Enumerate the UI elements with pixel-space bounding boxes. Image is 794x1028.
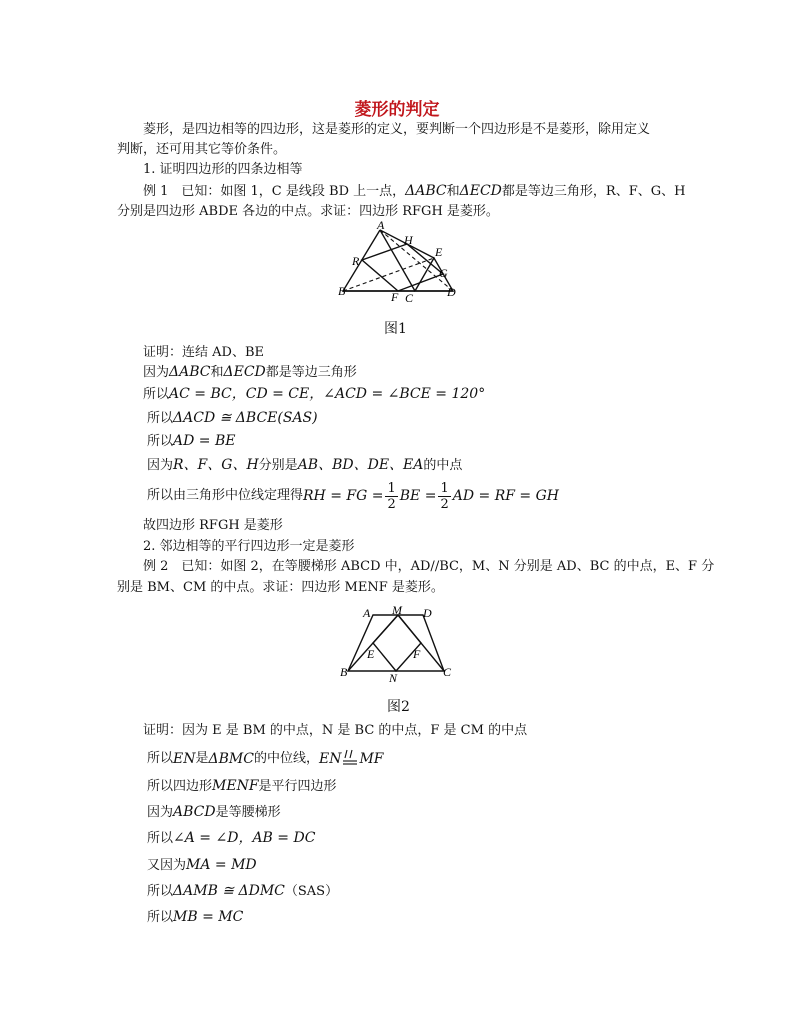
proof-2-en: EN [173, 751, 196, 767]
proof-1-points: R、F、G、H [173, 457, 259, 473]
proof-1-because-6: 因为 [147, 458, 174, 473]
proof-2-parallelogram: 是平行四边形 [258, 779, 337, 794]
proof-2-so-2: 所以 [147, 751, 174, 766]
fig1-label-f: F [391, 290, 399, 304]
fig2-label-d: D [423, 606, 432, 620]
proof-1-equalities: AC = BC，CD = CE，∠ACD = ∠BCE = 120° [169, 386, 486, 402]
proof-2-so-8: 所以 [147, 910, 174, 925]
fraction-one-half-2 [438, 481, 450, 512]
fig2-label-m: M [392, 603, 402, 617]
rhombus-menf [373, 615, 421, 671]
page-title: 菱形的判定 [354, 100, 440, 120]
proof-1-line-4 [147, 408, 318, 429]
fig2-label-c: C [443, 665, 452, 679]
example-1-text-a: 例 1 已知：如图 1，C 是线段 BD 上一点， [143, 184, 406, 199]
fig2-label-n: N [389, 671, 398, 683]
figure-1-caption: 图1 [384, 321, 407, 337]
proof-1-midline-theorem: 所以由三角形中位线定理得 [147, 488, 304, 503]
proof-1-midpoints: 的中点 [423, 458, 463, 473]
proof-1-line-1: 证明：连结 AD、BE [143, 345, 264, 360]
proof-1-equilateral: 都是等边三角形 [265, 365, 357, 380]
proof-1-line-7 [147, 478, 559, 514]
parallel-equal-symbol [342, 747, 358, 769]
proof-2-line-4 [147, 802, 281, 823]
proof-2-because-4: 因为 [147, 805, 174, 820]
proof-1-line-5 [147, 431, 236, 452]
proof-1-so-3: 所以 [143, 387, 170, 402]
proof-2-is: 是 [195, 751, 209, 766]
proof-1-and: 和 [210, 365, 224, 380]
example-2-line-1: 例 2 已知：如图 2，在等腰梯形 ABCD 中，AD//BC，M、N 分别是 AD、BC 的中点，E、F 分 [143, 559, 715, 574]
fig1-label-a: A [377, 220, 385, 232]
proof-1-sides: AB、BD、DE、EA [297, 457, 424, 473]
proof-1-tri-ecd: ΔECD [223, 364, 266, 380]
proof-2-menf: MENF [212, 778, 259, 794]
fig1-label-h: H [404, 233, 413, 247]
triangle-abc: ΔABC [405, 183, 447, 199]
example-1-text-b: 都是等边三角形，R、F、G、H [501, 184, 686, 199]
fig1-label-r: R [352, 254, 360, 268]
example-2-line-2: 别是 BM、CM 的中点。求证：四边形 MENF 是菱形。 [117, 580, 444, 595]
proof-2-congruence: ΔAMB ≅ ΔDMC [173, 883, 285, 899]
fig1-label-e: E [435, 245, 443, 259]
proof-2-angles: ∠A = ∠D，AB = DC [173, 830, 316, 846]
proof-2-mf: MF [359, 751, 384, 767]
figure-2-caption: 图2 [387, 699, 410, 715]
proof-2-line-7 [147, 881, 338, 902]
proof-2-line-5 [147, 828, 315, 849]
proof-1-line-3 [143, 384, 485, 405]
fig1-label-g: G [439, 266, 448, 280]
proof-2-so-quad: 所以四边形 [147, 779, 213, 794]
proof-2-so-5: 所以 [147, 831, 174, 846]
proof-1-congruence: ΔACD ≅ ΔBCE(SAS) [173, 410, 318, 426]
proof-1-rh-fg: RH = FG = [303, 488, 384, 504]
proof-2-also-because: 又因为 [147, 858, 187, 873]
section-2-heading: 2. 邻边相等的平行四边形一定是菱形 [143, 539, 355, 554]
example-1-line-1 [143, 181, 685, 202]
fraction-numerator: 1 [387, 480, 396, 496]
proof-2-en-2: EN [318, 751, 342, 767]
fig1-label-b: B [338, 284, 346, 298]
proof-1-so-5: 所以 [147, 434, 174, 449]
proof-2-isosceles-trapezoid: 是等腰梯形 [215, 805, 281, 820]
fig2-label-b: B [340, 665, 348, 679]
fraction-one-half-1 [385, 481, 397, 512]
fraction-denominator: 2 [440, 496, 449, 512]
proof-2-abcd: ABCD [173, 804, 216, 820]
proof-1-line-6 [147, 455, 462, 476]
proof-2-sas: （SAS） [284, 884, 339, 899]
proof-2-line-3 [147, 776, 337, 797]
proof-1-line-2 [143, 362, 357, 383]
proof-2-line-2 [147, 747, 384, 769]
triangle-ecd: ΔECD [459, 183, 502, 199]
trapezoid-abcd [348, 615, 444, 671]
proof-1-conclusion: 故四边形 RFGH 是菱形 [143, 518, 283, 533]
fig2-label-e: E [367, 647, 375, 661]
proof-1-tri-abc: ΔABC [169, 364, 211, 380]
fig1-label-d: D [447, 285, 456, 299]
proof-2-so-7: 所以 [147, 884, 174, 899]
figure-1-diagram [335, 220, 465, 305]
proof-1-respectively: 分别是 [258, 458, 298, 473]
proof-2-midline: 的中位线， [253, 751, 319, 766]
proof-1-be: BE = [399, 488, 437, 504]
fraction-numerator: 1 [440, 480, 449, 496]
fraction-denominator: 2 [387, 496, 396, 512]
fig2-label-f: F [413, 647, 421, 661]
proof-2-ma-md: MA = MD [186, 857, 257, 873]
proof-1-because: 因为 [143, 365, 170, 380]
fig2-label-a: A [363, 606, 371, 620]
example-1-and: 和 [446, 184, 460, 199]
proof-2-line-6 [147, 855, 257, 876]
figure-2-diagram [338, 603, 458, 683]
proof-2-line-8 [147, 907, 243, 928]
intro-line-2: 判断，还可用其它等价条件。 [117, 142, 287, 157]
proof-2-mb-mc: MB = MC [173, 909, 244, 925]
intro-line-1: 菱形，是四边相等的四边形，这是菱形的定义，要判断一个四边形是不是菱形，除用定义 [143, 122, 651, 137]
proof-2-line-1: 证明：因为 E 是 BM 的中点，N 是 BC 的中点，F 是 CM 的中点 [143, 723, 528, 738]
quad-rfgh [362, 244, 443, 291]
fig1-label-c: C [405, 291, 414, 305]
section-1-heading: 1. 证明四边形的四条边相等 [143, 162, 303, 177]
proof-1-ad-rf-gh: AD = RF = GH [452, 488, 559, 504]
proof-2-tri-bmc: ΔBMC [208, 751, 254, 767]
proof-1-ad-be: AD = BE [173, 433, 236, 449]
proof-1-so-4: 所以 [147, 411, 174, 426]
example-1-line-2: 分别是四边形 ABDE 各边的中点。求证：四边形 RFGH 是菱形。 [117, 204, 499, 219]
dashed-ad [380, 230, 453, 291]
